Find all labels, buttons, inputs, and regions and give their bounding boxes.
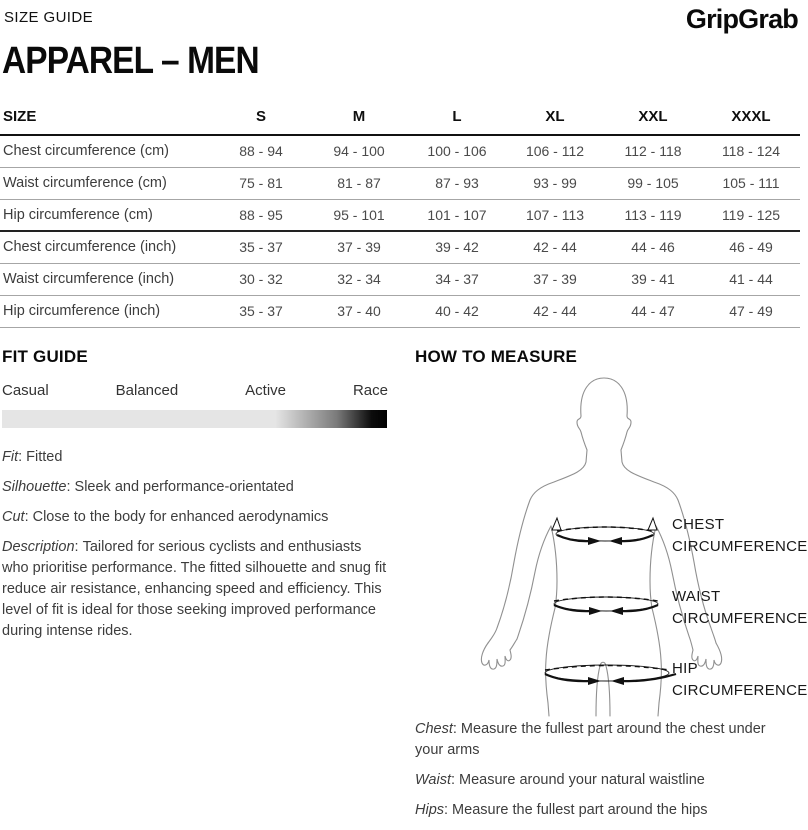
size-cell: 100 - 106 [408, 135, 506, 167]
fit-detail-fit: Fit: Fitted [2, 449, 63, 465]
size-cell: 107 - 113 [506, 199, 604, 231]
size-cell: 106 - 112 [506, 135, 604, 167]
size-cell: 105 - 111 [702, 167, 800, 199]
size-cell: 119 - 125 [702, 199, 800, 231]
table-row [0, 167, 800, 199]
column-header-size: SIZE [0, 102, 212, 135]
hip-circumference-label: HIP CIRCUMFERENCE [672, 660, 808, 699]
size-cell: 94 - 100 [310, 135, 408, 167]
size-cell: 35 - 37 [212, 295, 310, 327]
column-header-s: S [212, 102, 310, 135]
scale-label-balanced: Balanced [115, 382, 179, 399]
scale-label-active: Active [245, 382, 286, 399]
fit-scale-labels [2, 382, 388, 399]
size-table [0, 102, 800, 328]
size-cell: 32 - 34 [310, 263, 408, 295]
fit-guide-section [2, 347, 388, 651]
size-cell: 81 - 87 [310, 167, 408, 199]
size-cell: 75 - 81 [212, 167, 310, 199]
size-cell: 88 - 95 [212, 199, 310, 231]
size-cell: 41 - 44 [702, 263, 800, 295]
row-label: Waist circumference (cm) [0, 167, 212, 199]
table-header-row [0, 102, 800, 135]
instruction-hips: Hips: Measure the fullest part around the hips [415, 802, 708, 818]
how-to-measure-heading: HOW TO MEASURE [415, 347, 578, 366]
column-header-m: M [310, 102, 408, 135]
table-row [0, 135, 800, 167]
size-cell: 30 - 32 [212, 263, 310, 295]
row-label: Hip circumference (cm) [0, 199, 212, 231]
size-cell: 40 - 42 [408, 295, 506, 327]
size-cell: 37 - 39 [506, 263, 604, 295]
column-header-l: L [408, 102, 506, 135]
fit-guide-heading: FIT GUIDE [2, 347, 88, 366]
size-cell: 39 - 41 [604, 263, 702, 295]
scale-label-race: Race [352, 382, 388, 399]
measure-instructions [415, 719, 793, 830]
fit-detail-silhouette: Silhouette: Sleek and performance-orientated [2, 479, 294, 495]
size-cell: 95 - 101 [310, 199, 408, 231]
brand-logo: GripGrab [685, 4, 798, 34]
column-header-xxxl: XXXL [702, 102, 800, 135]
size-cell: 44 - 47 [604, 295, 702, 327]
page-title: APPAREL – MEN [2, 40, 259, 82]
row-label: Chest circumference (inch) [0, 231, 212, 263]
table-row [0, 231, 800, 263]
scale-label-casual: Casual [2, 382, 49, 399]
size-cell: 42 - 44 [506, 231, 604, 263]
left-hand [481, 639, 517, 669]
size-cell: 37 - 40 [310, 295, 408, 327]
table-row [0, 199, 800, 231]
instruction-chest: Chest: Measure the fullest part around the chest under your arms [415, 721, 766, 758]
waist-circumference-label: WAIST CIRCUMFERENCE [672, 588, 808, 627]
size-cell: 37 - 39 [310, 231, 408, 263]
size-cell: 35 - 37 [212, 231, 310, 263]
size-cell: 42 - 44 [506, 295, 604, 327]
size-cell: 88 - 94 [212, 135, 310, 167]
instruction-waist: Waist: Measure around your natural waistline [415, 772, 705, 788]
size-cell: 101 - 107 [408, 199, 506, 231]
fit-details [2, 447, 388, 642]
size-cell: 112 - 118 [604, 135, 702, 167]
size-cell: 46 - 49 [702, 231, 800, 263]
row-label: Chest circumference (cm) [0, 135, 212, 167]
page-label: SIZE GUIDE [4, 9, 94, 26]
fit-detail-cut: Cut: Close to the body for enhanced aerodynamics [2, 509, 329, 525]
size-cell: 44 - 46 [604, 231, 702, 263]
fit-scale-gradient-bar [2, 410, 387, 428]
chest-measure-line [552, 518, 657, 545]
table-row [0, 295, 800, 327]
waist-measure-line [554, 597, 658, 615]
size-cell: 39 - 42 [408, 231, 506, 263]
column-header-xxl: XXL [604, 102, 702, 135]
size-cell: 118 - 124 [702, 135, 800, 167]
fit-detail-description: Description: Tailored for serious cyclists and enthusiasts who prioritise performance. The fitted silhouette and snug fit reduce air resistance, enhancing speed and efficiency. This level of fit is ideal for those seeking improved performance during intense rides. [2, 539, 387, 639]
column-header-xl: XL [506, 102, 604, 135]
table-row [0, 263, 800, 295]
size-cell: 93 - 99 [506, 167, 604, 199]
size-cell: 99 - 105 [604, 167, 702, 199]
row-label: Hip circumference (inch) [0, 295, 212, 327]
hip-measure-line [545, 665, 676, 685]
size-cell: 113 - 119 [604, 199, 702, 231]
size-cell: 87 - 93 [408, 167, 506, 199]
size-cell: 47 - 49 [702, 295, 800, 327]
chest-circumference-label: CHEST CIRCUMFERENCE [672, 516, 808, 555]
size-cell: 34 - 37 [408, 263, 506, 295]
row-label: Waist circumference (inch) [0, 263, 212, 295]
